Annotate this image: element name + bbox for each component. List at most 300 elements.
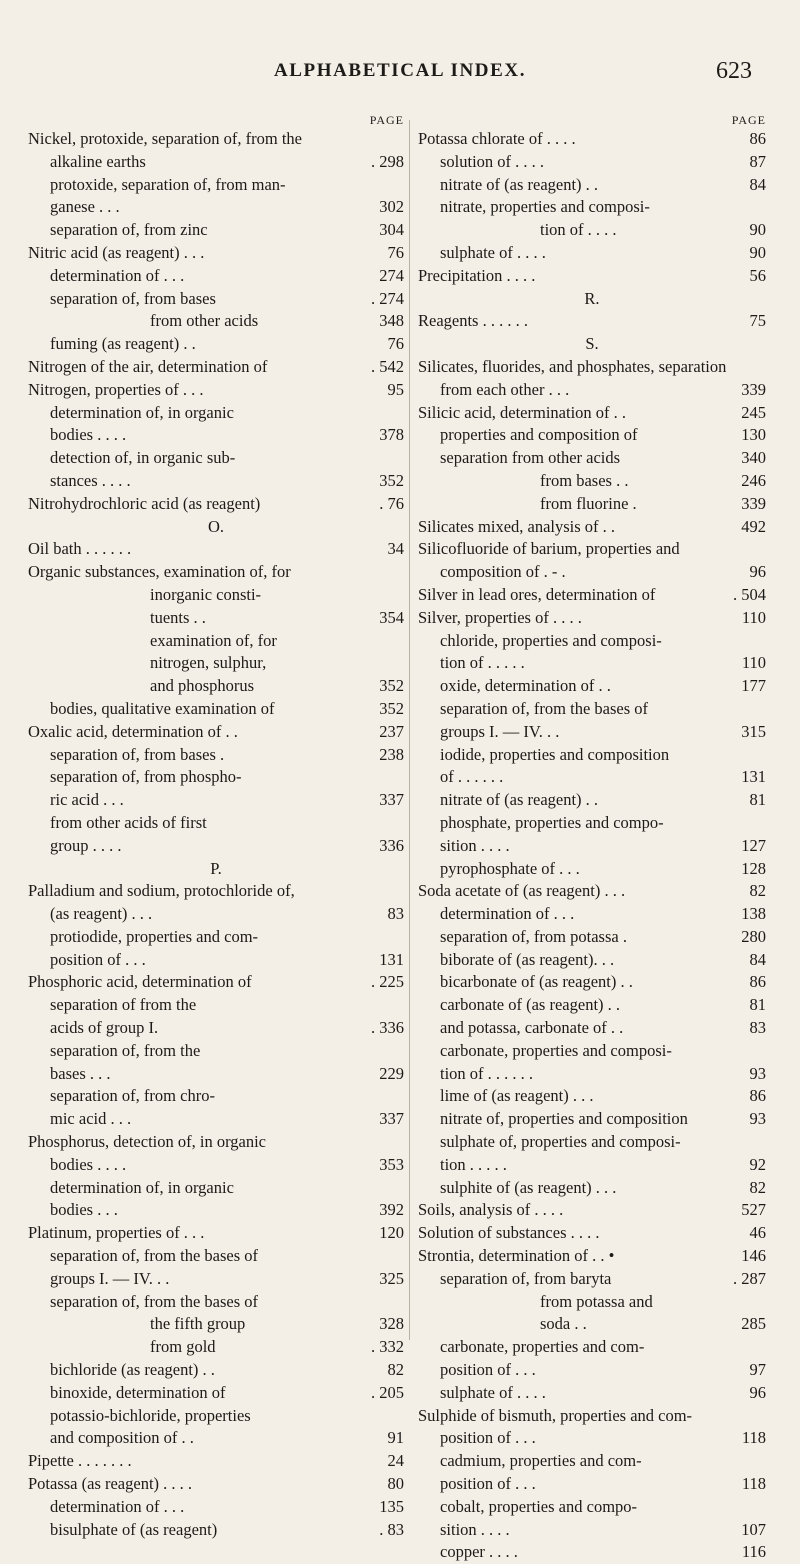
index-entry	[28, 1496, 404, 1519]
index-entry	[418, 356, 766, 379]
index-entry	[28, 971, 404, 994]
running-header-title: ALPHABETICAL INDEX.	[273, 60, 527, 81]
index-entry	[418, 744, 766, 767]
entry-text: separation of, from baryta	[440, 1268, 612, 1288]
index-entry	[418, 1382, 766, 1405]
index-entry	[418, 1063, 766, 1086]
index-entry	[28, 242, 404, 265]
entry-page-number: 302	[379, 197, 404, 217]
entry-text: tion of . . . . . .	[440, 1063, 534, 1083]
index-entry	[418, 675, 766, 698]
index-entry	[28, 744, 404, 767]
entry-text: Soils, analysis of . . . .	[418, 1200, 564, 1220]
entry-page-number: 280	[741, 926, 766, 946]
entry-text: determination of . . .	[50, 1496, 185, 1516]
entry-text: nitrate of (as reagent) . .	[440, 174, 599, 194]
index-entry	[28, 1313, 404, 1336]
index-entry	[28, 1222, 404, 1245]
entry-text: phosphate, properties and compo-	[440, 812, 664, 832]
entry-page-number: 93	[749, 1063, 766, 1083]
entry-text: biborate of (as reagent). . .	[440, 949, 615, 969]
entry-page-number: 353	[379, 1154, 404, 1174]
index-entry	[28, 561, 404, 584]
entry-text: (as reagent) . . .	[50, 904, 153, 924]
entry-page-number: 130	[741, 425, 766, 445]
entry-text: ganese . . .	[50, 197, 120, 217]
index-entry	[418, 607, 766, 630]
entry-text: Potassa (as reagent) . . . .	[28, 1474, 193, 1494]
entry-page-number: 86	[749, 129, 766, 148]
entry-text: lime of (as reagent) . . .	[440, 1086, 594, 1106]
index-entry	[28, 1108, 404, 1131]
entry-text: acids of group I.	[50, 1018, 159, 1038]
entry-text: protoxide, separation of, from man-	[50, 174, 286, 194]
entry-text: position of . . .	[440, 1360, 536, 1380]
entry-text: bodies . . .	[50, 1200, 118, 1220]
index-entry	[418, 470, 766, 493]
index-entry	[418, 584, 766, 607]
entry-text: sulphate of . . . .	[440, 242, 546, 262]
entry-text: separation of, from the bases of	[440, 698, 649, 718]
entry-page-number: 81	[749, 995, 766, 1015]
index-entry	[418, 1405, 766, 1428]
section-letter	[418, 288, 766, 311]
entry-page-number: 246	[741, 470, 766, 490]
entry-text: cadmium, properties and com-	[440, 1451, 642, 1471]
entry-text: Precipitation . . . .	[418, 265, 536, 285]
entry-page-number: 339	[741, 379, 766, 399]
index-entry	[28, 812, 404, 835]
index-entry	[418, 219, 766, 242]
index-entry	[418, 1519, 766, 1542]
entry-page-number: 128	[741, 858, 766, 878]
index-entry	[28, 1085, 404, 1108]
entry-page-number: 56	[749, 265, 766, 285]
entry-page-number: 80	[387, 1474, 404, 1494]
index-entry	[418, 1222, 766, 1245]
index-entry	[28, 288, 404, 311]
entry-text: bicarbonate of (as reagent) . .	[440, 972, 633, 992]
index-entry	[418, 128, 766, 151]
entry-page-number: 82	[749, 1177, 766, 1197]
index-entry	[28, 1199, 404, 1222]
entry-text: carbonate of (as reagent) . .	[440, 995, 621, 1015]
index-entry	[418, 949, 766, 972]
index-entry	[418, 538, 766, 561]
entry-text: from potassa and	[540, 1291, 653, 1311]
entry-page-number: 352	[379, 698, 404, 718]
index-entry	[28, 698, 404, 721]
entry-text: nitrate of, properties and composition	[440, 1109, 688, 1129]
entry-page-number: 82	[387, 1360, 404, 1380]
entry-text: Nitrogen of the air, determination of	[28, 356, 268, 376]
index-entry	[28, 196, 404, 219]
index-entry	[28, 424, 404, 447]
entry-text: examination of, for	[150, 630, 277, 650]
index-entry	[418, 789, 766, 812]
entry-text: separation of, from chro-	[50, 1086, 215, 1106]
entry-page-number: 304	[379, 220, 404, 240]
entry-page-number: 325	[379, 1268, 404, 1288]
entry-page-number: 110	[741, 653, 766, 673]
entry-text: and phosphorus	[150, 676, 255, 696]
entry-text: tion . . . . .	[440, 1154, 507, 1174]
entry-page-number: 492	[741, 516, 766, 536]
entry-page-number: 237	[379, 721, 404, 741]
entry-page-number: 46	[749, 1223, 766, 1243]
entry-page-number: 83	[387, 904, 404, 924]
entry-page-number: . 287	[733, 1268, 766, 1288]
index-entry	[418, 698, 766, 721]
index-entry	[418, 1450, 766, 1473]
entry-text: determination of . . .	[440, 904, 575, 924]
entry-text: bodies, qualitative examination of	[50, 698, 275, 718]
entry-text: Oxalic acid, determination of . .	[28, 721, 238, 741]
entry-text: Potassa chlorate of . . . .	[418, 129, 576, 148]
entry-text: potassio-bichloride, properties	[50, 1405, 251, 1425]
section-letter-text: S.	[585, 334, 599, 354]
index-entry	[28, 447, 404, 470]
entry-text: bases . . .	[50, 1063, 111, 1083]
entry-text: soda . .	[540, 1314, 587, 1334]
index-entry	[418, 835, 766, 858]
entry-text: tion of . . . .	[540, 220, 617, 240]
page-number: 623	[716, 58, 752, 84]
entry-text: Solution of substances . . . .	[418, 1223, 600, 1243]
entry-page-number: 352	[379, 676, 404, 696]
entry-page-number: 87	[749, 151, 766, 171]
entry-page-number: 315	[741, 721, 766, 741]
entry-text: chloride, properties and composi-	[440, 630, 662, 650]
entry-text: pyrophosphate of . . .	[440, 858, 580, 878]
entry-text: solution of . . . .	[440, 151, 545, 171]
entry-page-number: 118	[741, 1428, 766, 1448]
entry-text: detection of, in organic sub-	[50, 448, 236, 468]
entry-page-number: 86	[749, 1086, 766, 1106]
index-entry	[28, 493, 404, 516]
entry-text: separation from other acids	[440, 448, 621, 468]
entry-text: and potassa, carbonate of . .	[440, 1018, 624, 1038]
entry-text: groups I. — IV. . .	[440, 721, 560, 741]
entry-page-number: 135	[379, 1496, 404, 1516]
entry-text: carbonate, properties and composi-	[440, 1040, 672, 1060]
index-entry	[28, 789, 404, 812]
index-entry	[28, 584, 404, 607]
index-entry	[28, 219, 404, 242]
entry-text: determination of, in organic	[50, 1177, 234, 1197]
index-entry	[28, 1427, 404, 1450]
index-entry	[28, 333, 404, 356]
entry-text: group . . . .	[50, 835, 122, 855]
index-entry	[28, 151, 404, 174]
entry-text: Reagents . . . . . .	[418, 311, 528, 331]
index-entry	[418, 1177, 766, 1200]
entry-text: position of . . .	[50, 949, 146, 969]
index-entry	[28, 128, 404, 151]
index-entry	[418, 265, 766, 288]
index-entry	[28, 926, 404, 949]
entry-page-number: 95	[387, 379, 404, 399]
section-letter-text: P.	[210, 858, 222, 878]
entry-text: from other acids of first	[50, 812, 207, 832]
entry-page-number: . 504	[733, 584, 766, 604]
index-entry	[28, 994, 404, 1017]
entry-text: the fifth group	[150, 1314, 246, 1334]
entry-page-number: 107	[741, 1519, 766, 1539]
index-entry	[28, 766, 404, 789]
entry-text: alkaline earths	[50, 151, 146, 171]
entry-text: sulphite of (as reagent) . . .	[440, 1177, 617, 1197]
index-entry	[418, 447, 766, 470]
entry-page-number: 348	[379, 311, 404, 331]
entry-text: Silver in lead ores, determination of	[418, 584, 656, 604]
entry-page-number: . 332	[371, 1337, 404, 1357]
index-entry	[418, 1427, 766, 1450]
index-entry	[418, 1040, 766, 1063]
entry-text: from other acids	[150, 311, 259, 331]
index-entry	[28, 721, 404, 744]
index-entry	[418, 903, 766, 926]
index-entry	[418, 1336, 766, 1359]
column-divider	[409, 120, 410, 1340]
entry-text: mic acid . . .	[50, 1109, 132, 1129]
section-letter	[28, 516, 404, 539]
index-entry	[28, 174, 404, 197]
entry-text: Silicofluoride of barium, properties and	[418, 539, 680, 559]
entry-text: Nitrogen, properties of . . .	[28, 379, 204, 399]
index-entry	[418, 1541, 766, 1564]
entry-text: nitrate of (as reagent) . .	[440, 790, 599, 810]
entry-text: copper . . . .	[440, 1542, 518, 1562]
entry-text: Organic substances, examination of, for	[28, 562, 291, 582]
entry-page-number: 84	[749, 949, 766, 969]
entry-text: Silicates mixed, analysis of . .	[418, 516, 616, 536]
entry-text: protiodide, properties and com-	[50, 926, 259, 946]
entry-page-number: 238	[379, 744, 404, 764]
entry-text: from bases . .	[540, 470, 629, 490]
index-entry	[418, 196, 766, 219]
index-entry	[28, 379, 404, 402]
entry-page-number: 83	[749, 1018, 766, 1038]
entry-page-number: 340	[741, 448, 766, 468]
index-entry	[418, 1359, 766, 1382]
index-entry	[418, 721, 766, 744]
entry-page-number: 90	[749, 242, 766, 262]
entry-page-number: 339	[741, 493, 766, 513]
index-entry	[28, 630, 404, 653]
index-entry	[418, 1496, 766, 1519]
entry-page-number: 245	[741, 402, 766, 422]
index-entry	[418, 174, 766, 197]
entry-page-number: 336	[379, 835, 404, 855]
entry-page-number: 76	[387, 242, 404, 262]
entry-text: fuming (as reagent) . .	[50, 334, 196, 354]
entry-page-number: . 76	[379, 493, 404, 513]
entry-text: stances . . . .	[50, 470, 131, 490]
index-entry	[418, 1313, 766, 1336]
entry-page-number: . 336	[371, 1018, 404, 1038]
index-entry	[418, 151, 766, 174]
entry-text: position of . . .	[440, 1474, 536, 1494]
entry-text: from each other . . .	[440, 379, 570, 399]
index-entry	[28, 1131, 404, 1154]
entry-page-number: 110	[741, 607, 766, 627]
entry-page-number: 337	[379, 1109, 404, 1129]
index-entry	[28, 1268, 404, 1291]
entry-text: oxide, determination of . .	[440, 676, 611, 696]
entry-page-number: 84	[749, 174, 766, 194]
entry-text: nitrate, properties and composi-	[440, 197, 650, 217]
entry-text: separation of, from the bases of	[50, 1246, 259, 1266]
index-entry	[28, 1017, 404, 1040]
entry-text: bisulphate of (as reagent)	[50, 1519, 218, 1539]
entry-page-number: 91	[387, 1428, 404, 1448]
entry-text: Silver, properties of . . . .	[418, 607, 582, 627]
index-entry	[418, 994, 766, 1017]
entry-text: bodies . . . .	[50, 1154, 127, 1174]
entry-text: separation of, from the	[50, 1040, 201, 1060]
index-entry	[418, 310, 766, 333]
entry-page-number: 328	[379, 1314, 404, 1334]
index-entry	[28, 402, 404, 425]
entry-text: bodies . . . .	[50, 425, 127, 445]
entry-page-number: 24	[387, 1451, 404, 1471]
entry-text: Nitrohydrochloric acid (as reagent)	[28, 493, 261, 513]
index-entry	[418, 379, 766, 402]
entry-text: tion of . . . . .	[440, 653, 525, 673]
entry-page-number: 138	[741, 904, 766, 924]
page-column-label: PAGE	[731, 113, 766, 127]
entry-text: Phosphorus, detection of, in organic	[28, 1132, 266, 1152]
index-entry	[28, 310, 404, 333]
index-entry	[28, 607, 404, 630]
entry-page-number: . 542	[371, 356, 404, 376]
entry-page-number: 75	[749, 311, 766, 331]
entry-text: sulphate of, properties and composi-	[440, 1132, 681, 1152]
entry-text: properties and composition of	[440, 425, 638, 445]
index-entry	[418, 516, 766, 539]
index-entry	[28, 1473, 404, 1496]
index-entry	[28, 1245, 404, 1268]
entry-page-number: 285	[741, 1314, 766, 1334]
entry-text: sition . . . .	[440, 835, 510, 855]
index-entry	[28, 538, 404, 561]
entry-page-number: 131	[741, 767, 766, 787]
index-column-left	[28, 112, 404, 1541]
entry-text: Palladium and sodium, protochloride of,	[28, 881, 295, 901]
entry-text: carbonate, properties and com-	[440, 1337, 645, 1357]
page-column-label: PAGE	[369, 113, 404, 127]
index-column-right	[418, 112, 766, 1564]
entry-text: cobalt, properties and compo-	[440, 1496, 638, 1516]
index-entry	[418, 812, 766, 835]
section-letter-text: R.	[584, 288, 600, 308]
index-entry	[418, 1245, 766, 1268]
index-entry	[28, 675, 404, 698]
entry-page-number: . 83	[379, 1519, 404, 1539]
index-entry	[28, 356, 404, 379]
index-entry	[418, 1268, 766, 1291]
section-letter-text: O.	[207, 516, 225, 536]
entry-page-number: 96	[749, 1382, 766, 1402]
entry-page-number: . 274	[371, 288, 404, 308]
entry-page-number: 177	[741, 676, 766, 696]
index-entry	[418, 242, 766, 265]
index-entry	[28, 265, 404, 288]
entry-page-number: 229	[379, 1063, 404, 1083]
index-entry	[28, 1040, 404, 1063]
entry-text: nitrogen, sulphur,	[150, 653, 267, 673]
index-entry	[28, 470, 404, 493]
entry-text: determination of, in organic	[50, 402, 234, 422]
entry-page-number: 392	[379, 1200, 404, 1220]
entry-text: separation of, from potassa .	[440, 926, 627, 946]
entry-page-number: 92	[749, 1154, 766, 1174]
index-entry	[418, 561, 766, 584]
entry-text: of . . . . . .	[440, 767, 504, 787]
entry-text: inorganic consti-	[150, 584, 262, 604]
entry-text: composition of . - .	[440, 562, 566, 582]
entry-page-number: 82	[749, 881, 766, 901]
entry-text: Soda acetate of (as reagent) . . .	[418, 881, 626, 901]
index-entry	[28, 1519, 404, 1542]
entry-text: sulphate of . . . .	[440, 1382, 546, 1402]
index-entry	[418, 652, 766, 675]
index-entry	[28, 1336, 404, 1359]
entry-list	[28, 128, 404, 1541]
entry-page-number: 34	[387, 539, 404, 559]
entry-page-number: 97	[749, 1360, 766, 1380]
index-entry	[28, 1450, 404, 1473]
index-entry	[418, 1473, 766, 1496]
index-entry	[418, 1017, 766, 1040]
index-entry	[418, 1154, 766, 1177]
entry-text: separation of, from bases .	[50, 744, 225, 764]
index-entry	[418, 630, 766, 653]
index-entry	[28, 1405, 404, 1428]
index-entry	[28, 1291, 404, 1314]
entry-page-number: 116	[741, 1542, 766, 1562]
index-entry	[28, 1359, 404, 1382]
index-entry	[28, 835, 404, 858]
entry-text: bichloride (as reagent) . .	[50, 1360, 215, 1380]
entry-text: Strontia, determination of . . •	[418, 1246, 615, 1266]
entry-text: Silicic acid, determination of . .	[418, 402, 627, 422]
index-entry	[418, 1199, 766, 1222]
entry-text: separation of, from bases	[50, 288, 216, 308]
index-entry	[418, 766, 766, 789]
entry-page-number: 86	[749, 972, 766, 992]
index-entry	[418, 493, 766, 516]
index-entry	[418, 926, 766, 949]
entry-text: from gold	[150, 1337, 216, 1357]
entry-text: separation of from the	[50, 995, 197, 1015]
entry-text: sition . . . .	[440, 1519, 510, 1539]
entry-text: Silicates, fluorides, and phosphates, separation	[418, 356, 727, 376]
entry-text: from fluorine .	[540, 493, 637, 513]
index-entry	[28, 949, 404, 972]
entry-page-number: 118	[741, 1474, 766, 1494]
index-entry	[28, 903, 404, 926]
entry-text: ric acid . . .	[50, 790, 124, 810]
index-entry	[28, 652, 404, 675]
entry-text: separation of, from phospho-	[50, 767, 242, 787]
entry-text: separation of, from the bases of	[50, 1291, 259, 1311]
entry-page-number: 378	[379, 425, 404, 445]
index-entry	[418, 1108, 766, 1131]
section-letter	[418, 333, 766, 356]
entry-page-number: 274	[379, 265, 404, 285]
